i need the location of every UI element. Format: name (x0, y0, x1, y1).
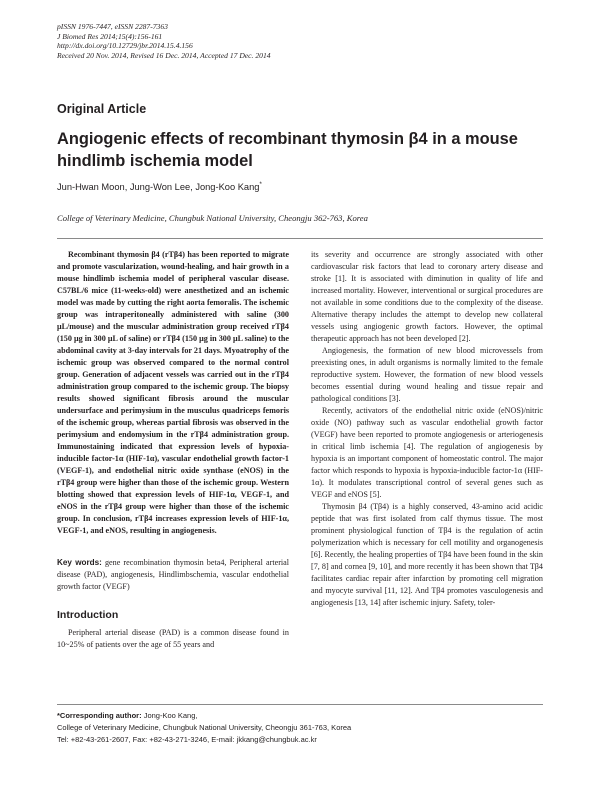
issn-line: pISSN 1976-7447, eISSN 2287-7363 (57, 22, 168, 31)
header-divider (57, 238, 543, 239)
journal-citation: J Biomed Res 2014;15(4):156-161 (57, 31, 163, 41)
affiliation: College of Veterinary Medicine, Chungbuk National University, Cheongju 362-763, Korea (57, 213, 368, 223)
keywords-text: gene recombination thymosin beta4, Peripheral arterial disease (PAD), angiogenesis, Hindlimbschemia, vascular endothelial growth factor (VEGF) (57, 558, 290, 591)
body-paragraph: Thymosin β4 (Tβ4) is a highly conserved, 43-amino acid acidic peptide that was first isolated from calf thymus tissue. The most prominent physiological function of Tβ4 is the regulation of actin polymerization which is necessary for cell motility and organogenesis [6]. Recently, the healing properties of Tβ4 have been found in the skin [7, 8] and cornea [9, 10], and more recently it has been shown that Tβ4 facilitates cardiac repair after infarction by promoting cell migration and myocyte survival [11, 12]. And Tβ4 promotes vasculogenesis and angiogenesis [13, 14] after ischemic injury. Safety, toler- (311, 502, 543, 607)
footnote-name: Jong-Koo Kang, (143, 711, 198, 720)
footnote-line (57, 710, 543, 722)
footnote-label: *Corresponding author: (57, 711, 142, 720)
footnote-divider (57, 704, 543, 705)
abstract-text: Recombinant thymosin β4 (rTβ4) has been reported to migrate and promote vascularization, wound-healing, and hair growth in a mouse hindlimb ischemia model of peripheral vascular disease. C57BL/6 mice (11-weeks-old) were anesthetized and an ischemic model was made by cutting the right aorta femoralis. The ischemic group was intraperitoneally administered with saline (300 μL/mouse) and the muscular administration group received rTβ4 (150 μg in 300 μL of saline) or rTβ4 (150 μg in 300 μL saline) to the abdominal cavity at 3-day intervals for 21 days. Myoatrophy of the ischemic group was observed compared to the normal control group. Generation of adjacent vessels was carried out in the rTβ4 administration group compared to the ischemic group. The biopsy results showed significant fibrosis around the muscular undersurface and perimysium in the musculus quadriceps femoris of the ischemic group, whereas partial fibrosis was observed in the perimysium and endomysium in the rTβ4 administration group. Immunostaining indicated that expression levels of hypoxia-inducible factor-1α (HIF-1α), vascular endothelial growth factor-1 (VEGF-1), and endothelial nitric oxide synthase (eNOS) in the rTβ4 group were higher than those of the ischemic group. Western blotting showed that expression levels of HIF-1α, VEGF-1, and eNOS in the rTβ4 group were higher than those of the ischemic group. In conclusion, rTβ4 increases expression levels of HIF-1α, VEGF-1, and eNOS, resulting in angiogenesis. (57, 250, 289, 535)
received-dates: Received 20 Nov. 2014, Revised 16 Dec. 2014, Accepted 17 Dec. 2014 (57, 50, 271, 60)
introduction-heading: Introduction (57, 609, 119, 621)
footnote-address: College of Veterinary Medicine, Chungbuk National University, Cheongju 361-763, Korea (57, 723, 352, 732)
author-names: Jun-Hwan Moon, Jung-Won Lee, Jong-Koo Kang (57, 182, 260, 193)
corresponding-author-footnote (57, 710, 543, 746)
footnote-contact: Tel: +82-43-261-2607, Fax: +82-43-271-3246, E-mail: jkkang@chungbuk.ac.kr (57, 735, 317, 744)
right-column (311, 249, 543, 609)
body-paragraph: Recently, activators of the endothelial nitric oxide (eNOS)/nitric oxide (NO) pathway such as vascular endothelial growth factor (VEGF) have been reported to promote angiogenesis or arteriogenesis in critical limb ischemia [4]. The regulation of angiogenesis by hypoxia is an important component of homeostatic control. The major factor which responds to hypoxia is hypoxia-inducible factor-1α (HIF-1α). It modulates transcriptional control of several genes such as VEGF and eNOS [5]. (311, 406, 543, 499)
article-type-label: Original Article (57, 102, 147, 116)
keywords (57, 557, 289, 593)
intro-paragraph: Peripheral arterial disease (PAD) is a common disease found in 10~25% of patients over the age of 55 years and (57, 628, 289, 649)
author-list (57, 181, 262, 192)
doi-link[interactable]: http://dx.doi.org/10.12729/jbr.2014.15.4.156 (57, 41, 193, 51)
journal-metadata (57, 22, 271, 60)
body-paragraph: its severity and occurrence are strongly associated with other cardiovascular risk factors that lead to coronary artery disease and stroke [1]. It is associated with diminution in quality of life and increased mortality. However, interventional or surgical procedures are not available in some conditions due to the complexity of the disease. Alternative therapy includes the attempt to develop new collateral vessels using angiogenic growth factors. However, the optimal therapeutic approach has not been developed [2]. (311, 250, 543, 343)
corresponding-mark: * (259, 181, 262, 188)
article-title: Angiogenic effects of recombinant thymosin β4 in a mouse hindlimb ischemia model (57, 130, 518, 170)
body-paragraph: Angiogenesis, the formation of new blood microvessels from preexisting ones, in adult organisms is normally limited to the female reproductive system. However, the formation of new blood vessels becomes essential during wound healing and tissue repair and pathological conditions [3]. (311, 346, 543, 403)
left-column (57, 249, 289, 651)
keywords-label: Key words: (57, 558, 102, 567)
